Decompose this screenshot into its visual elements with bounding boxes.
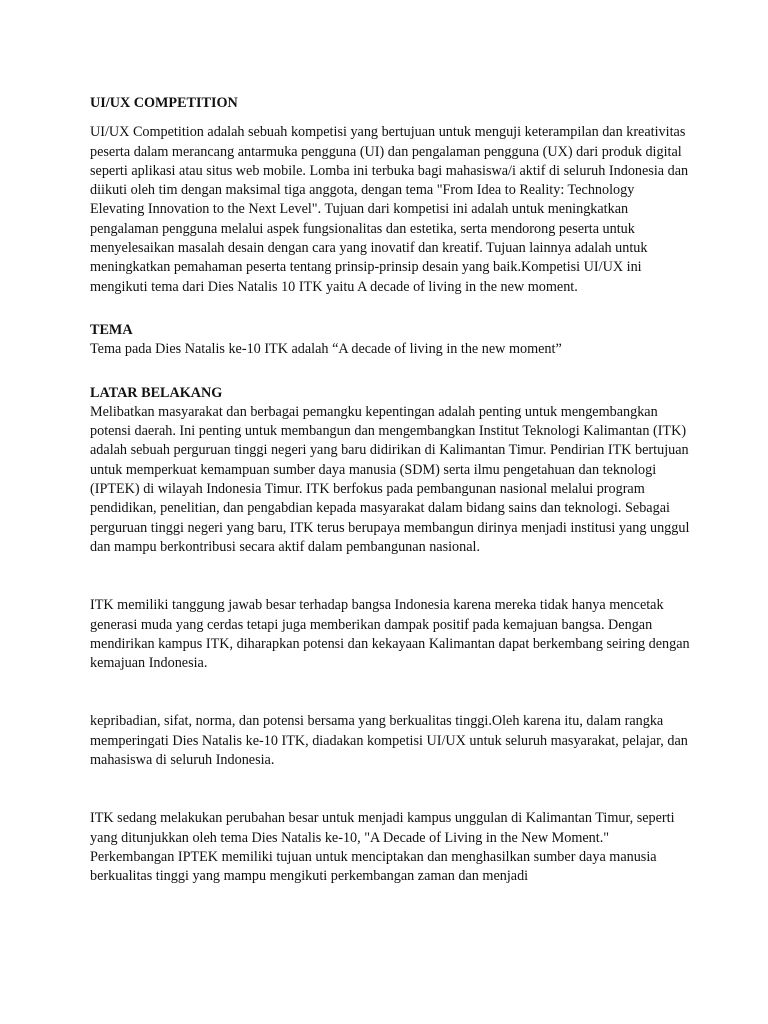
latar-paragraph-4: ITK sedang melakukan perubahan besar untuk menjadi kampus unggulan di Kalimantan Timur, seperti yang ditunjukkan oleh tema Dies Natalis ke-10, "A Decade of Living in the New Moment." Perkembangan IPTEK memiliki tujuan untuk menciptakan dan menghasilkan sumber daya manusia berkualitas tinggi yang mampu mengikuti perkembangan zaman dan menjadi xyxy=(90,810,675,885)
competition-heading: UI/UX COMPETITION xyxy=(90,95,238,111)
paragraph-spacer xyxy=(90,770,690,809)
section-spacer xyxy=(90,297,690,321)
competition-paragraph: UI/UX Competition adalah sebuah kompetisi yang bertujuan untuk menguji keterampilan dan kreativitas peserta dalam merancang antarmuka pengguna (UI) dan pengalaman pengguna (UX) dari produk digital seperti aplikasi atau situs web mobile. Lomba ini terbuka bagi mahasiswa/i aktif di seluruh Indonesia dan diikuti oleh tim dengan maksimal tiga anggota, dengan tema "From Idea to Reality: Technology Elevating Innovation to the Next Level". Tujuan dari kompetisi ini adalah untuk meningkatkan pengalaman pengguna melalui aspek fungsionalitas dan estetika, serta mendorong peserta untuk menyelesaikan masalah desain dengan cara yang inovatif dan kreatif. Tujuan lainnya adalah untuk meningkatkan pemahaman peserta tentang prinsip-prinsip desain yang baik.Kompetisi UI/UX ini mengikuti tema dari Dies Natalis 10 ITK yaitu A decade of living in the new moment. xyxy=(90,124,689,295)
latar-paragraph-1: Melibatkan masyarakat dan berbagai pemangku kepentingan adalah penting untuk mengembangkan potensi daerah. Ini penting untuk membangun dan mengembangkan Institut Teknologi Kalimantan (ITK) adalah sebuah perguruan tinggi negeri yang baru didirikan di Kalimantan Timur. Pendirian ITK bertujuan untuk memperkuat kemampuan sumber daya manusia (SDM) serta ilmu pengetahuan dan teknologi (IPTEK) di wilayah Indonesia Timur. ITK berfokus pada pembangunan nasional melalui program pendidikan, penelitian, dan pengabdian kepada masyarakat dalam bidang sains dan teknologi. Sebagai perguruan tinggi negeri yang baru, ITK terus berupaya membangun dirinya menjadi institusi yang unggul dan mampu berkontribusi secara aktif dalam pembangunan nasional. xyxy=(90,403,690,555)
latar-belakang-heading: LATAR BELAKANG xyxy=(90,384,223,401)
latar-paragraph-3: kepribadian, sifat, norma, dan potensi bersama yang berkualitas tinggi.Oleh karena itu, dalam rangka memperingati Dies Natalis ke-10 ITK, diadakan kompetisi UI/UX untuk seluruh masyarakat, pelajar, dan mahasiswa di seluruh Indonesia. xyxy=(90,713,688,769)
paragraph-spacer xyxy=(90,673,690,712)
paragraph-spacer xyxy=(90,557,690,596)
latar-paragraph-2: ITK memiliki tanggung jawab besar terhadap bangsa Indonesia karena mereka tidak hanya mencetak generasi muda yang cerdas tetapi juga memberikan dampak positif pada kemajuan bangsa. Dengan mendirikan kampus ITK, diharapkan potensi dan kekayaan Kalimantan dapat berkembang seiring dengan kemajuan Indonesia. xyxy=(90,597,690,672)
tema-paragraph: Tema pada Dies Natalis ke-10 ITK adalah “A decade of living in the new moment” xyxy=(90,341,562,358)
section-spacer xyxy=(90,360,690,384)
document-page xyxy=(90,94,690,887)
tema-heading: TEMA xyxy=(90,321,133,338)
